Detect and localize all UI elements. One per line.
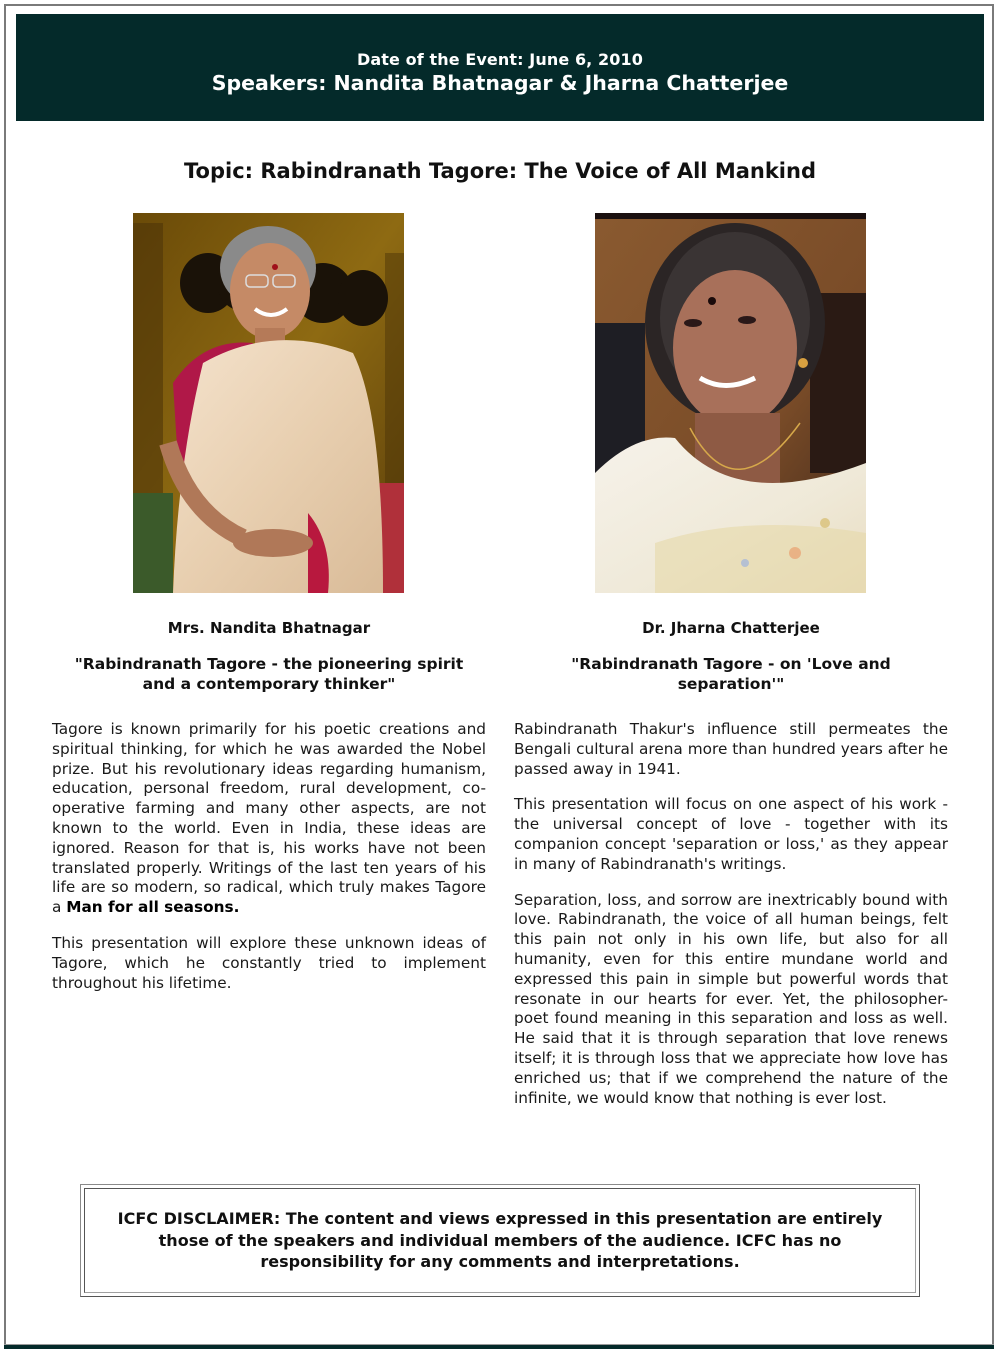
talk-title: "Rabindranath Tagore - on 'Love and separation'" [571, 655, 891, 693]
speaker-name: Mrs. Nandita Bhatnagar [167, 619, 371, 637]
speaker-photo-nandita [133, 213, 404, 593]
speaker-photo-jharna [595, 213, 866, 593]
event-header-banner [16, 14, 984, 121]
paragraph-text: Tagore is known primarily for his poetic creations and spiritual thinking, for which he was awarded the Nobel prize. But his revolutionary ideas regarding humanism, education, personal freedom, rural development, co-operative farming and many other aspects, are not known to the world. Even in India, these ideas are ignored. Reason for that is, his works have not been translated properly. Writings of the last ten years of his life are so modern, so radical, which truly makes Tagore a [52, 720, 486, 917]
abstract-paragraph: This presentation will focus on one aspect of his work - the universal concept of love - together with its companion concept 'separation or loss,' as they appear in many of Rabindranath's writings. [514, 795, 948, 873]
footer-bar [4, 1344, 994, 1349]
portrait-image [133, 213, 404, 593]
abstract-paragraph: This presentation will explore these unknown ideas of Tagore, which he constantly tried to implement throughout his lifetime. [52, 933, 486, 992]
disclaimer-text: ICFC DISCLAIMER: The content and views expressed in this presentation are entirely those of the speakers and individual members of the audience. ICFC has no responsibility for any comments and interpretations. [117, 1209, 883, 1272]
speaker-name: Dr. Jharna Chatterjee [642, 619, 820, 637]
event-date: Date of the Event: June 6, 2010 [357, 50, 643, 69]
abstract-paragraph: Rabindranath Thakur's influence still permeates the Bengali cultural arena more than hundred years after he passed away in 1941. [514, 720, 948, 778]
disclaimer-inner [84, 1188, 916, 1293]
disclaimer-box [80, 1184, 920, 1297]
topic-heading: Topic: Rabindranath Tagore: The Voice of All Mankind [184, 159, 816, 183]
speaker-column-jharna [514, 618, 948, 1124]
abstract-paragraph [52, 720, 486, 918]
portrait-image [595, 213, 866, 593]
abstract-paragraph: Separation, loss, and sorrow are inextricably bound with love. Rabindranath, the voice of all human beings, felt this pain not only in his own life, but also for all humanity, even for this entire mundane world and expressed this pain in simple but powerful words that resonate in our hearts for ever. Yet, the philosopher-poet found meaning in this separation and loss as well. He said that it is through separation that love renews itself; it is through loss that we appreciate how love has enriched us; that if we comprehend the nature of the infinite, we would know that nothing is ever lost. [514, 890, 948, 1107]
talk-title: "Rabindranath Tagore - the pioneering spirit and a contemporary thinker" [74, 655, 464, 693]
emphasis-text: Man for all seasons. [66, 898, 240, 917]
event-speakers: Speakers: Nandita Bhatnagar & Jharna Chatterjee [211, 71, 789, 95]
speaker-column-nandita [52, 618, 486, 1009]
